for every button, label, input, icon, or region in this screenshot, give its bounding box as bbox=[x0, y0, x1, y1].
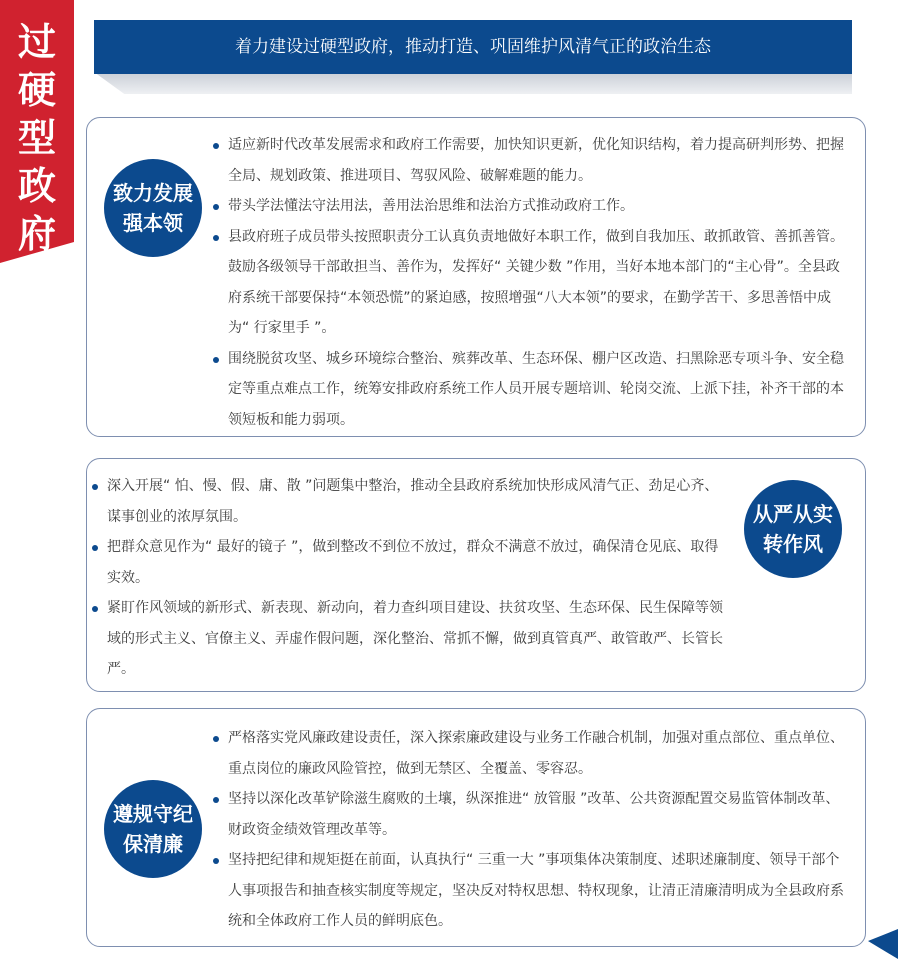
list-item: 县政府班子成员带头按照职责分工认真负责地做好本职工作，做到自我加压、敢抓敢管、善抓善管。鼓励各级领导干部敢担当、善作为，发挥好“ 关键少数 ”作用，当好本地本部门的“主心骨”。全县政府系统干部要保持“本领恐慌”的紧迫感，按照增强“八大本领”的要求，在勤学苦干、多思善悟中成为“ 行家里手 ”。 bbox=[213, 222, 849, 344]
badge-line: 致力发展 bbox=[113, 181, 193, 205]
section-badge bbox=[105, 160, 201, 256]
section-badge bbox=[105, 781, 201, 877]
section-capability bbox=[86, 117, 866, 437]
ribbon-char: 型 bbox=[17, 116, 56, 160]
badge-line: 保清廉 bbox=[123, 832, 183, 856]
header-shadow bbox=[94, 72, 852, 94]
badge-line: 遵规守纪 bbox=[113, 802, 193, 826]
ribbon-char: 过 bbox=[17, 20, 56, 64]
list-item: 坚持把纪律和规矩挺在前面，认真执行“ 三重一大 ”事项集体决策制度、述职述廉制度、领导干部个人事项报告和抽查核实制度等规定，坚决反对特权思想、特权现象，让清正清廉清明成为全县政府系统和全体政府工作人员的鲜明底色。 bbox=[213, 845, 849, 937]
badge-line: 从严从实 bbox=[753, 502, 833, 526]
section-integrity bbox=[86, 708, 866, 947]
section-style bbox=[86, 458, 866, 692]
list-item: 把群众意见作为“ 最好的镜子 ”，做到整改不到位不放过，群众不满意不放过，确保清仓见底、取得实效。 bbox=[92, 532, 732, 593]
ribbon-char: 府 bbox=[17, 212, 56, 256]
list-item: 带头学法懂法守法用法，善用法治思维和法治方式推动政府工作。 bbox=[213, 191, 849, 222]
ribbon-char: 硬 bbox=[17, 68, 56, 112]
list-item: 紧盯作风领域的新形式、新表现、新动向，着力查纠项目建设、扶贫攻坚、生态环保、民生保障等领域的形式主义、官僚主义、弄虚作假问题，深化整治、常抓不懈，做到真管真严、敢管敢严、长管长严。 bbox=[92, 593, 732, 685]
ribbon-title bbox=[0, 18, 74, 258]
corner-triangle-icon bbox=[868, 929, 898, 959]
list-item: 严格落实党风廉政建设责任，深入探索廉政建设与业务工作融合机制，加强对重点部位、重点单位、重点岗位的廉政风险管控，做到无禁区、全覆盖、零容忍。 bbox=[213, 723, 849, 784]
badge-line: 强本领 bbox=[123, 211, 183, 235]
list-item: 坚持以深化改革铲除滋生腐败的土壤，纵深推进“ 放管服 ”改革、公共资源配置交易监管体制改革、财政资金绩效管理改革等。 bbox=[213, 784, 849, 845]
list-item: 深入开展“ 怕、慢、假、庸、散 ”问题集中整治，推动全县政府系统加快形成风清气正、劲足心齐、谋事创业的浓厚氛围。 bbox=[92, 471, 732, 532]
bullet-list bbox=[92, 471, 732, 685]
bullet-list bbox=[213, 130, 849, 435]
ribbon-char: 政 bbox=[17, 164, 56, 208]
list-item: 围绕脱贫攻坚、城乡环境综合整治、殡葬改革、生态环保、棚户区改造、扫黑除恶专项斗争、安全稳定等重点难点工作，统筹安排政府系统工作人员开展专题培训、轮岗交流、上派下挂，补齐干部的本领短板和能力弱项。 bbox=[213, 344, 849, 436]
badge-line: 转作风 bbox=[763, 532, 823, 556]
bullet-list bbox=[213, 723, 849, 937]
header-banner: 着力建设过硬型政府，推动打造、巩固维护风清气正的政治生态 bbox=[94, 20, 852, 74]
list-item: 适应新时代改革发展需求和政府工作需要，加快知识更新，优化知识结构，着力提高研判形势、把握全局、规划政策、推进项目、驾驭风险、破解难题的能力。 bbox=[213, 130, 849, 191]
section-badge bbox=[745, 481, 841, 577]
